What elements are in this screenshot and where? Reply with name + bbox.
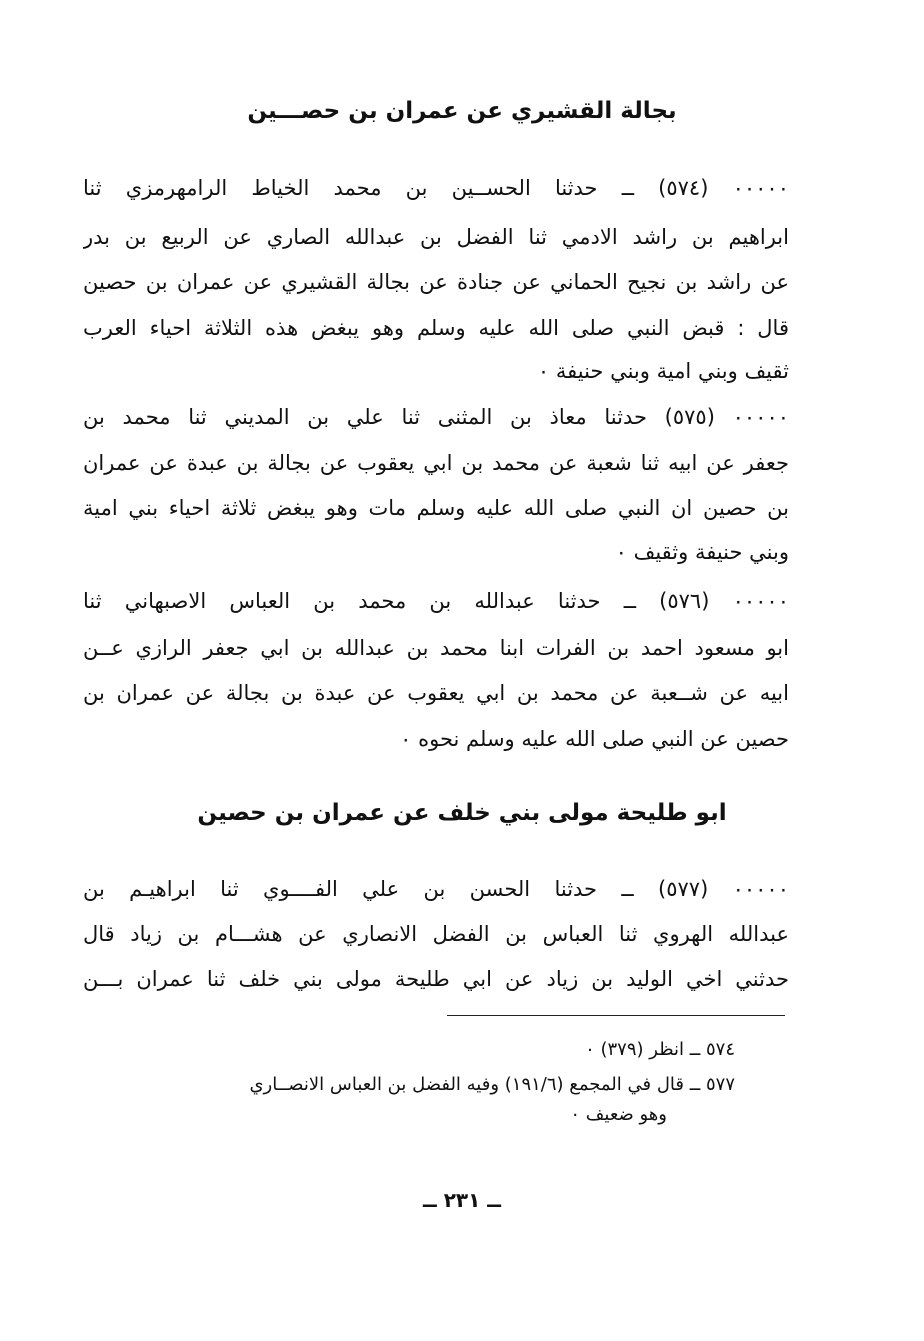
hadith-574-line-5: ثقيف وبني امية وبني حنيفة ٠ (537, 359, 789, 383)
hadith-576-line-4: حصين عن النبي صلى الله عليه وسلم نحوه ٠ (400, 727, 789, 751)
hadith-574-line-1: ٠٠٠٠٠ (٥٧٤) ــ حدثنا الحســين بن محمد الخياط الرامهرمزي ثنا (83, 176, 789, 200)
hadith-574-line-4: قال : قبض النبي صلى الله عليه وسلم وهو يبغض هذه الثلاثة احياء العرب (83, 316, 789, 340)
hadith-577-line-2: عبدالله الهروي ثنا العباس بن الفضل الانصاري عن هشـــام بن زياد قال (83, 922, 789, 946)
hadith-575-line-2: جعفر عن ابيه ثنا شعبة عن محمد بن ابي يعقوب عن بجالة بن عبدة عن عمران (83, 451, 789, 475)
hadith-577-line-3: حدثني اخي الوليد بن زياد عن ابي طليحة مولى بني خلف ثنا عمران بـــن (83, 967, 789, 991)
hadith-574-line-2: ابراهيم بن راشد الادمي ثنا الفضل بن عبدالله الصاري عن الربيع بن بدر (83, 225, 789, 249)
footnote-577: ٥٧٧ ــ قال في المجمع (١٩١/٦) وفيه الفضل بن العباس الانصــاري (249, 1074, 735, 1095)
hadith-575-line-1: ٠٠٠٠٠ (٥٧٥) حدثنا معاذ بن المثنى ثنا علي بن المديني ثنا محمد بن (83, 405, 789, 429)
section-heading-1: بجالة القشيري عن عمران بن حصـــين (247, 98, 677, 124)
page-number: ــ ٢٣١ ــ (423, 1188, 501, 1212)
hadith-574-line-3: عن راشد بن نجيح الحماني عن جنادة عن بجالة القشيري عن عمران بن حصين (83, 270, 789, 294)
hadith-576-line-1: ٠٠٠٠٠ (٥٧٦) ــ حدثنا عبدالله بن محمد بن العباس الاصبهاني ثنا (83, 589, 789, 613)
hadith-576-line-2: ابو مسعود احمد بن الفرات ابنا محمد بن عبدالله بن ابي جعفر الرازي عــن (83, 636, 789, 660)
hadith-575-line-4: وبني حنيفة وثقيف ٠ (615, 540, 789, 564)
hadith-575-line-3: بن حصين ان النبي صلى الله عليه وسلم مات وهو يبغض ثلاثة احياء بني امية (83, 496, 789, 520)
hadith-577-line-1: ٠٠٠٠٠ (٥٧٧) ــ حدثنا الحسن بن علي الفــــوي ثنا ابراهيـم بن (83, 877, 789, 901)
section-heading-2: ابو طليحة مولى بني خلف عن عمران بن حصين (197, 800, 727, 826)
footnote-577-continuation: وهو ضعيف ٠ (570, 1104, 667, 1125)
hadith-576-line-3: ابيه عن شــعبة عن محمد بن ابي يعقوب عن عبدة بن بجالة عن عمران بن (83, 681, 789, 705)
footnote-574: ٥٧٤ ــ انظر (٣٧٩) ٠ (585, 1039, 735, 1060)
footnote-separator (447, 1015, 785, 1016)
